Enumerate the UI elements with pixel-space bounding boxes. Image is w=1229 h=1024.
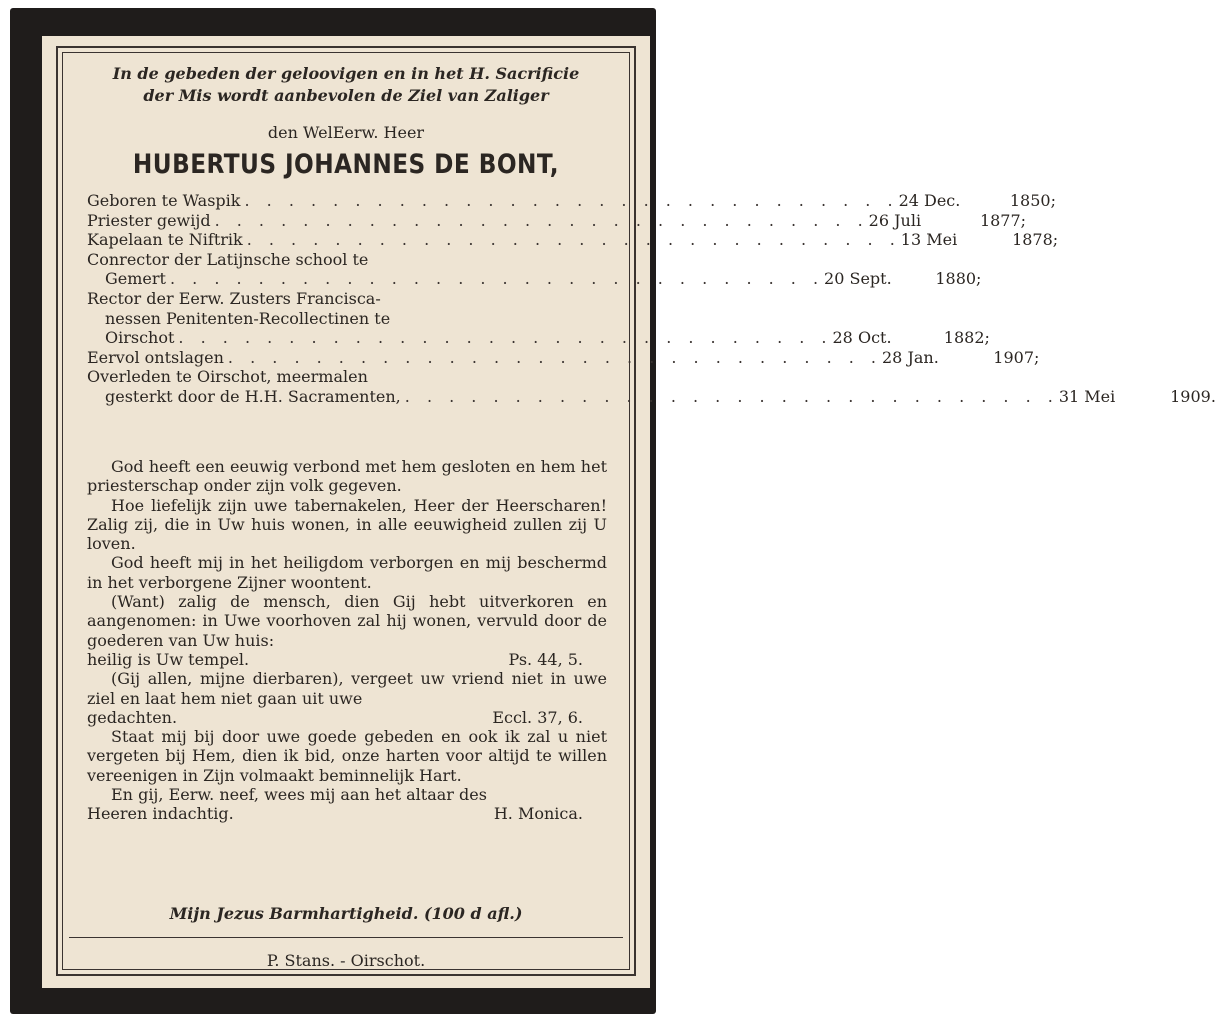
biography-text: Geboren te Waspik: [87, 191, 241, 210]
biography-date: [899, 191, 1069, 211]
biography-text: Priester gewijd: [87, 210, 211, 230]
date-year: 1882: [943, 328, 985, 348]
verse-end: Heeren indachtig.: [87, 804, 234, 824]
date-year: 1877: [979, 210, 1021, 230]
biography-date: [901, 230, 1071, 250]
leader-dots: . . . . . . . . . . . . . . . . . . . . . . . . . . . . . .: [214, 210, 869, 230]
biography-row: [87, 210, 1027, 231]
intro-line-2: der Mis wordt aanbevolen de Ziel van Zaliger: [143, 86, 549, 105]
leader-dots: . . . . . . . . . . . . . . . . . . . . . . . . . . . . . .: [404, 386, 1059, 406]
date-punctuation: ;: [1050, 191, 1056, 210]
divider-line: [69, 937, 623, 938]
biography-text: nessen Penitenten-Recollectinen te: [105, 308, 391, 328]
biography-date: [824, 269, 994, 289]
date-day-month: 31 Mei: [1058, 386, 1116, 406]
biography-date: [1059, 387, 1229, 407]
date-year: 1878: [1012, 230, 1053, 250]
date-day-month: 28 Oct.: [832, 328, 892, 348]
date-year: 1907: [993, 347, 1034, 367]
date-day-month: 24 Dec.: [898, 191, 961, 210]
date-punctuation: .: [1210, 386, 1216, 406]
date-punctuation: ;: [976, 269, 982, 289]
biography-list: [87, 191, 1216, 407]
date-day-month: 13 Mei: [900, 230, 958, 250]
biography-text: gesterkt door de H.H. Sacramenten,: [105, 386, 401, 406]
date-punctuation: ;: [1020, 210, 1027, 230]
biography-row: [87, 367, 607, 387]
biography-row: [87, 328, 990, 348]
biography-row: [87, 289, 607, 309]
verse-reference: Ps. 44, 5.: [508, 649, 583, 669]
mourning-card: [10, 8, 1216, 1014]
biography-text: Kapelaan te Niftrik: [87, 230, 243, 250]
deceased-name: HUBERTUS JOHANNES DE BONT,: [132, 149, 560, 180]
biography-text: Overleden te Oirschot, meermalen: [87, 367, 368, 387]
biography-date: [869, 211, 1039, 231]
biography-row: [87, 386, 1216, 407]
verse-paragraph: God heeft een eeuwig verbond met hem gesloten en hem het priesterschap onder zijn volk gegeven.: [87, 457, 607, 496]
verse-paragraph: (Want) zalig de mensch, dien Gij hebt uitverkoren en aangenomen: in Uwe voorhoven zal hij wonen, vervuld door de goederen van Uw huis:: [87, 592, 607, 650]
verse-paragraph: Staat mij bij door uwe goede gebeden en ook ik zal u niet vergeten bij Hem, dien ik bid, onze harten voor altijd te willen vereenigen in Zijn volmaakt beminnelijk Hart.: [87, 727, 607, 785]
biography-row: [87, 309, 607, 329]
indulgence-prayer: Mijn Jezus Barmhartigheid. (100 d afl.): [169, 904, 523, 923]
date-punctuation: ;: [1034, 347, 1040, 367]
leader-dots: . . . . . . . . . . . . . . . . . . . . . . . . . . . . . .: [169, 269, 825, 289]
double-border-frame: [56, 46, 1216, 976]
scripture-verses: [87, 457, 607, 824]
biography-text: Rector der Eerw. Zusters Franciscа-: [87, 288, 381, 308]
biography-row: [87, 269, 982, 289]
verse-paragraph: En gij, Eerw. neef, wees mij aan het altaar des: [111, 785, 487, 805]
verse-paragraph: Hoe liefelijk zijn uwe tabernakelen, Heer der Heerscharen! Zalig zij, die in Uw huis wonen, in alle eeuwigheid zullen zij U loven.: [87, 495, 607, 554]
date-day-month: 20 Sept.: [824, 269, 892, 289]
leader-dots: . . . . . . . . . . . . . . . . . . . . . . . . . . . . . .: [244, 191, 899, 210]
date-day-month: 26 Juli: [868, 210, 922, 230]
title-line: den WelEerw. Heer: [267, 123, 425, 142]
date-year: 1909: [1170, 386, 1211, 406]
verse-reference: Eccl. 37, 6.: [492, 707, 583, 727]
biography-text: Oirschot: [105, 328, 175, 348]
verse-tail: [87, 804, 607, 823]
card-paper: [42, 36, 1216, 988]
biography-date: [882, 348, 1052, 368]
verse-paragraph: (Gij allen, mijne dierbaren), vergeet uw vriend niet in uwe ziel en laat hem niet gaan uit uwe: [87, 669, 607, 708]
biography-row: [87, 230, 1059, 250]
verse-tail: [87, 708, 607, 727]
verse-reference: H. Monica.: [493, 804, 583, 824]
verse-paragraph: God heeft mij in het heiligdom verborgen en mij beschermd in het verborgene Zijner woontent.: [87, 553, 607, 592]
inner-border: [62, 52, 1216, 970]
date-year: 1880: [935, 269, 977, 289]
verse-end: gedachten.: [87, 707, 178, 727]
date-day-month: 28 Jan.: [882, 347, 939, 367]
verse-tail: [87, 650, 607, 669]
printer-imprint: P. Stans. - Oirschot.: [266, 951, 426, 970]
biography-row: [87, 191, 1056, 211]
biography-text: Gemert: [105, 269, 166, 289]
biography-row: [87, 347, 1040, 368]
date-year: 1850: [1009, 191, 1051, 210]
date-punctuation: ;: [1052, 230, 1059, 250]
leader-dots: . . . . . . . . . . . . . . . . . . . . . . . . . . . . . .: [178, 328, 833, 348]
biography-date: [833, 328, 1003, 348]
biography-text: Eervol ontslagen: [87, 347, 224, 367]
leader-dots: . . . . . . . . . . . . . . . . . . . . . . . . . . . . . .: [227, 347, 882, 367]
verse-end: heilig is Uw tempel.: [87, 649, 250, 669]
date-punctuation: ;: [984, 328, 990, 348]
biography-row: [87, 250, 607, 270]
intro-line-1: In de gebeden der geloovigen en in het H. Sacrificie: [112, 64, 580, 83]
biography-text: Conrector der Latijnsche school te: [87, 249, 369, 269]
leader-dots: . . . . . . . . . . . . . . . . . . . . . . . . . . . . . .: [246, 230, 901, 250]
